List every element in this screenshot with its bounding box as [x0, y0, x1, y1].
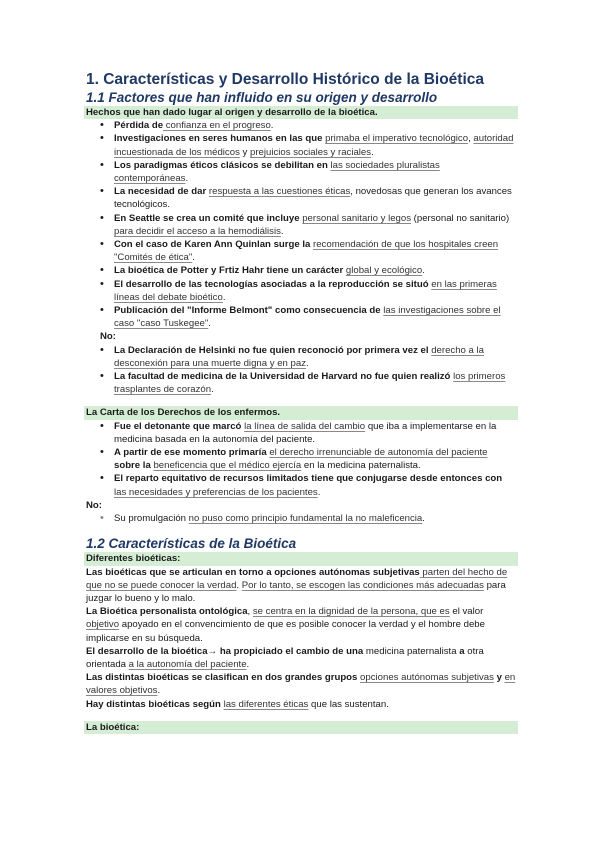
list-item: • Publicación del "Informe Belmont" como consecuencia de las investigaciones sobre el caso "caso Tuskegee". — [86, 304, 516, 330]
list-item: • Investigaciones en seres humanos en las que primaba el imperativo tecnológico, autoridad incuestionada de los médicos y prejuicios sociales y raciales. — [86, 132, 516, 158]
highlight-carta: La Carta de los Derechos de los enfermos. — [84, 406, 518, 419]
carta-no-list — [86, 512, 516, 525]
paragraph: Hay distintas bioéticas según las diferentes éticas que las sustentan. — [86, 698, 389, 710]
list-item: • Su promulgación no puso como principio fundamental la no maleficencia. — [86, 512, 516, 525]
list-item: • El reparto equitativo de recursos limitados tiene que conjugarse desde entonces con las necesidades y preferencias de los pacientes. — [86, 472, 516, 498]
paragraph: El desarrollo de la bioética→ ha propiciado el cambio de una medicina paternalista a otra orientada a la autonomía del paciente. — [86, 645, 484, 670]
paragraph: Las distintas bioéticas se clasifican en dos grandes grupos opciones autónomas subjetivas y en valores objetivos. — [86, 672, 516, 697]
no-list — [86, 344, 516, 397]
section-1-2-heading: 1.2 Características de la Bioética — [86, 536, 297, 552]
list-item: • La necesidad de dar respuesta a las cuestiones éticas, novedosas que generan los avances tecnológicos. — [86, 185, 516, 211]
paragraph: Las bioéticas que se articulan en torno a opciones autónomas subjetivas parten del hecho de que no se puede conocer la verdad. Por lo tanto, se escogen las condiciones más adecuadas para juzgar lo bueno y lo malo. — [86, 566, 508, 604]
list-item: • En Seattle se crea un comité que incluye personal sanitario y legos (personal no sanitario) para decidir el acceso a la hemodiálisis. — [86, 212, 516, 238]
list-item: • La bioética de Potter y Frtiz Hahr tiene un carácter global y ecológico. — [86, 264, 516, 277]
carta-list — [86, 420, 516, 499]
hechos-list — [86, 119, 516, 330]
list-item: • Los paradigmas éticos clásicos se debilitan en las sociedades pluralistas contemporáneas. — [86, 159, 516, 185]
list-item: • La facultad de medicina de la Universidad de Harvard no fue quien realizó los primeros trasplantes de corazón. — [86, 370, 516, 396]
list-item: • Pérdida de confianza en el progreso. — [86, 119, 516, 132]
highlight-hechos: Hechos que han dado lugar al origen y desarrollo de la bioética. — [84, 106, 518, 119]
section-1-1-heading: 1.1 Factores que han influido en su origen y desarrollo — [86, 90, 438, 105]
highlight-la-bioetica: La bioética: — [84, 721, 518, 734]
highlight-diferentes: Diferentes bioéticas: — [84, 552, 518, 565]
list-item: • El desarrollo de las tecnologías asociadas a la reproducción se situó en las primeras líneas del debate bioético. — [86, 278, 516, 304]
no-label: No: — [86, 499, 102, 511]
list-item: • Con el caso de Karen Ann Quinlan surge la recomendación de que los hospitales creen "Comités de ética". — [86, 238, 516, 264]
list-item: • La Declaración de Helsinki no fue quien reconoció por primera vez el derecho a la desconexión para una muerte digna y en paz. — [86, 344, 516, 370]
document-content — [86, 70, 516, 734]
no-label: No: — [100, 331, 116, 343]
list-item: • Fue el detonante que marcó la línea de salida del cambio que iba a implementarse en la medicina basada en la autonomía del paciente. — [86, 420, 516, 446]
list-item: • A partir de ese momento primaría el derecho irrenunciable de autonomía del paciente sobre la beneficencia que el médico ejercía en la medicina paternalista. — [86, 446, 516, 472]
paragraph: La Bioética personalista ontológica, se centra en la dignidad de la persona, que es el valor objetivo apoyado en el convencimiento de que es posible conocer la verdad y el hombre debe implicarse en su búsqueda. — [86, 606, 485, 644]
main-heading: 1. Características y Desarrollo Histórico de la Bioética — [86, 71, 485, 88]
